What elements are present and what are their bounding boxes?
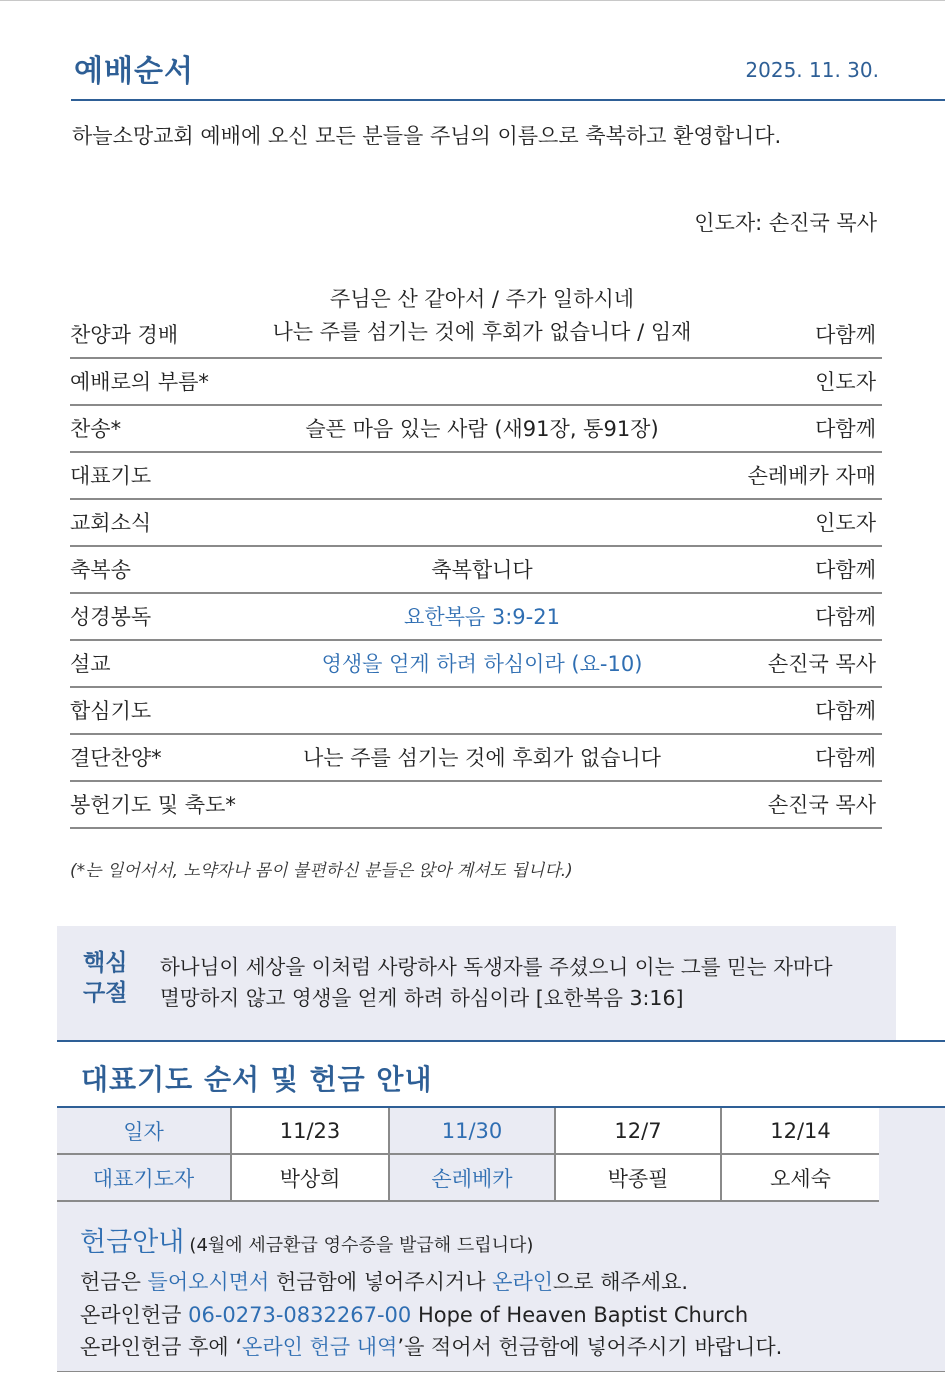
order-item: 합심기도 [70, 699, 152, 723]
order-item: 찬양과 경배 [70, 323, 179, 347]
order-content: 나는 주를 섬기는 것에 후회가 없습니다 [303, 746, 661, 770]
order-content: 축복합니다 [431, 558, 533, 582]
table-header-cell: 대표기도자 [57, 1154, 231, 1201]
account-number: 06-0273-0832267-00 [188, 1303, 412, 1327]
order-content-line: 나는 주를 섬기는 것에 후회가 없습니다 / 임재 [272, 320, 692, 344]
order-who: 손진국 목사 [767, 793, 876, 817]
highlight-text: 들어오시면서 [147, 1270, 270, 1294]
text-span: 헌금은 [80, 1270, 148, 1294]
table-cell: 박상희 [231, 1154, 389, 1201]
highlight-text: 온라인 헌금 내역 [242, 1335, 398, 1359]
worship-leader: 인도자: 손진국 목사 [694, 211, 877, 235]
order-content [170, 283, 794, 349]
offering-line [80, 1331, 782, 1361]
order-who: 다함께 [815, 558, 876, 582]
order-item: 축복송 [70, 558, 131, 582]
order-row [70, 594, 882, 641]
order-item: 교회소식 [70, 511, 152, 535]
order-who: 다함께 [815, 417, 876, 441]
prayer-schedule-table [57, 1108, 879, 1202]
order-content: 슬픈 마음 있는 사람 (새91장, 통91장) [305, 417, 659, 441]
offering-title: 헌금안내 [80, 1227, 185, 1258]
section-divider [57, 1040, 945, 1042]
order-who: 인도자 [815, 370, 876, 394]
key-verse-label [83, 948, 127, 1008]
order-row [70, 453, 882, 500]
table-header-cell: 일자 [57, 1108, 231, 1154]
top-border [0, 0, 945, 1]
order-who: 손진국 목사 [767, 652, 876, 676]
sermon-title: 영생을 얻게 하려 하심이라 (요-10) [321, 652, 643, 676]
order-item: 봉헌기도 및 축도* [70, 793, 236, 817]
order-item: 설교 [70, 652, 111, 676]
order-row [70, 406, 882, 453]
text-span: ’을 적어서 헌금함에 넣어주시기 바랍니다. [397, 1335, 783, 1359]
order-item: 예배로의 부름* [70, 370, 209, 394]
order-item: 대표기도 [70, 464, 152, 488]
order-row [70, 547, 882, 594]
order-row [70, 782, 882, 829]
table-cell-current: 11/30 [389, 1108, 555, 1154]
key-verse-line: 하나님이 세상을 이처럼 사랑하사 독생자를 주셨으니 이는 그를 믿는 자마다 [160, 955, 833, 979]
table-row [57, 1108, 879, 1154]
scripture-reading: 요한복음 3:9-21 [404, 605, 560, 629]
standing-note: (*는 일어서서, 노약자나 몸이 불편하신 분들은 앉아 계셔도 됩니다.) [70, 861, 573, 881]
key-verse-box [57, 926, 896, 1040]
table-cell: 박종필 [555, 1154, 721, 1201]
order-row [70, 688, 882, 735]
table-row [57, 1154, 879, 1201]
table-cell: 11/23 [231, 1108, 389, 1154]
table-cell-current: 손레베카 [389, 1154, 555, 1201]
order-row [70, 735, 882, 782]
header-divider [71, 99, 945, 101]
order-who: 손레베카 자매 [747, 464, 876, 488]
key-verse-text [160, 952, 833, 1014]
text-span: 헌금함에 넣어주시거나 [269, 1270, 493, 1294]
order-row [70, 283, 882, 359]
order-item: 성경봉독 [70, 605, 152, 629]
table-cell: 오세숙 [721, 1154, 879, 1201]
order-item: 찬송* [70, 417, 122, 441]
order-row [70, 500, 882, 547]
section-title: 대표기도 순서 및 헌금 안내 [81, 1063, 433, 1096]
order-who: 다함께 [815, 323, 876, 347]
prayer-offering-panel [57, 1106, 945, 1371]
welcome-message: 하늘소망교회 예배에 오신 모든 분들을 주님의 이름으로 축복하고 환영합니다. [72, 124, 782, 148]
key-verse-label-line: 핵심 [83, 950, 128, 976]
text-span: 온라인헌금 후에 ‘ [80, 1335, 243, 1359]
bulletin-date: 2025. 11. 30. [745, 58, 879, 82]
offering-line [80, 1299, 748, 1329]
offering-heading [80, 1220, 533, 1259]
text-span: 온라인헌금 [80, 1303, 189, 1327]
order-content-line: 주님은 산 같아서 / 주가 일하시네 [329, 287, 635, 311]
text-span: Hope of Heaven Baptist Church [411, 1303, 749, 1327]
worship-order-list [70, 283, 882, 829]
key-verse-label-line: 구절 [83, 980, 128, 1006]
text-span: 으로 해주세요. [553, 1270, 689, 1294]
order-row [70, 641, 882, 688]
page-title: 예배순서 [74, 54, 194, 89]
offering-subtitle: (4월에 세금환급 영수증을 발급해 드립니다) [189, 1235, 534, 1256]
order-who: 다함께 [815, 746, 876, 770]
order-who: 다함께 [815, 699, 876, 723]
order-who: 인도자 [815, 511, 876, 535]
table-cell: 12/14 [721, 1108, 879, 1154]
order-who: 다함께 [815, 605, 876, 629]
offering-line [80, 1266, 688, 1296]
highlight-text: 온라인 [492, 1270, 554, 1294]
order-row [70, 359, 882, 406]
order-item: 결단찬양* [70, 746, 162, 770]
table-cell: 12/7 [555, 1108, 721, 1154]
key-verse-line: 멸망하지 않고 영생을 얻게 하려 하심이라 [요한복음 3:16] [160, 986, 684, 1010]
bottom-divider [57, 1371, 945, 1372]
